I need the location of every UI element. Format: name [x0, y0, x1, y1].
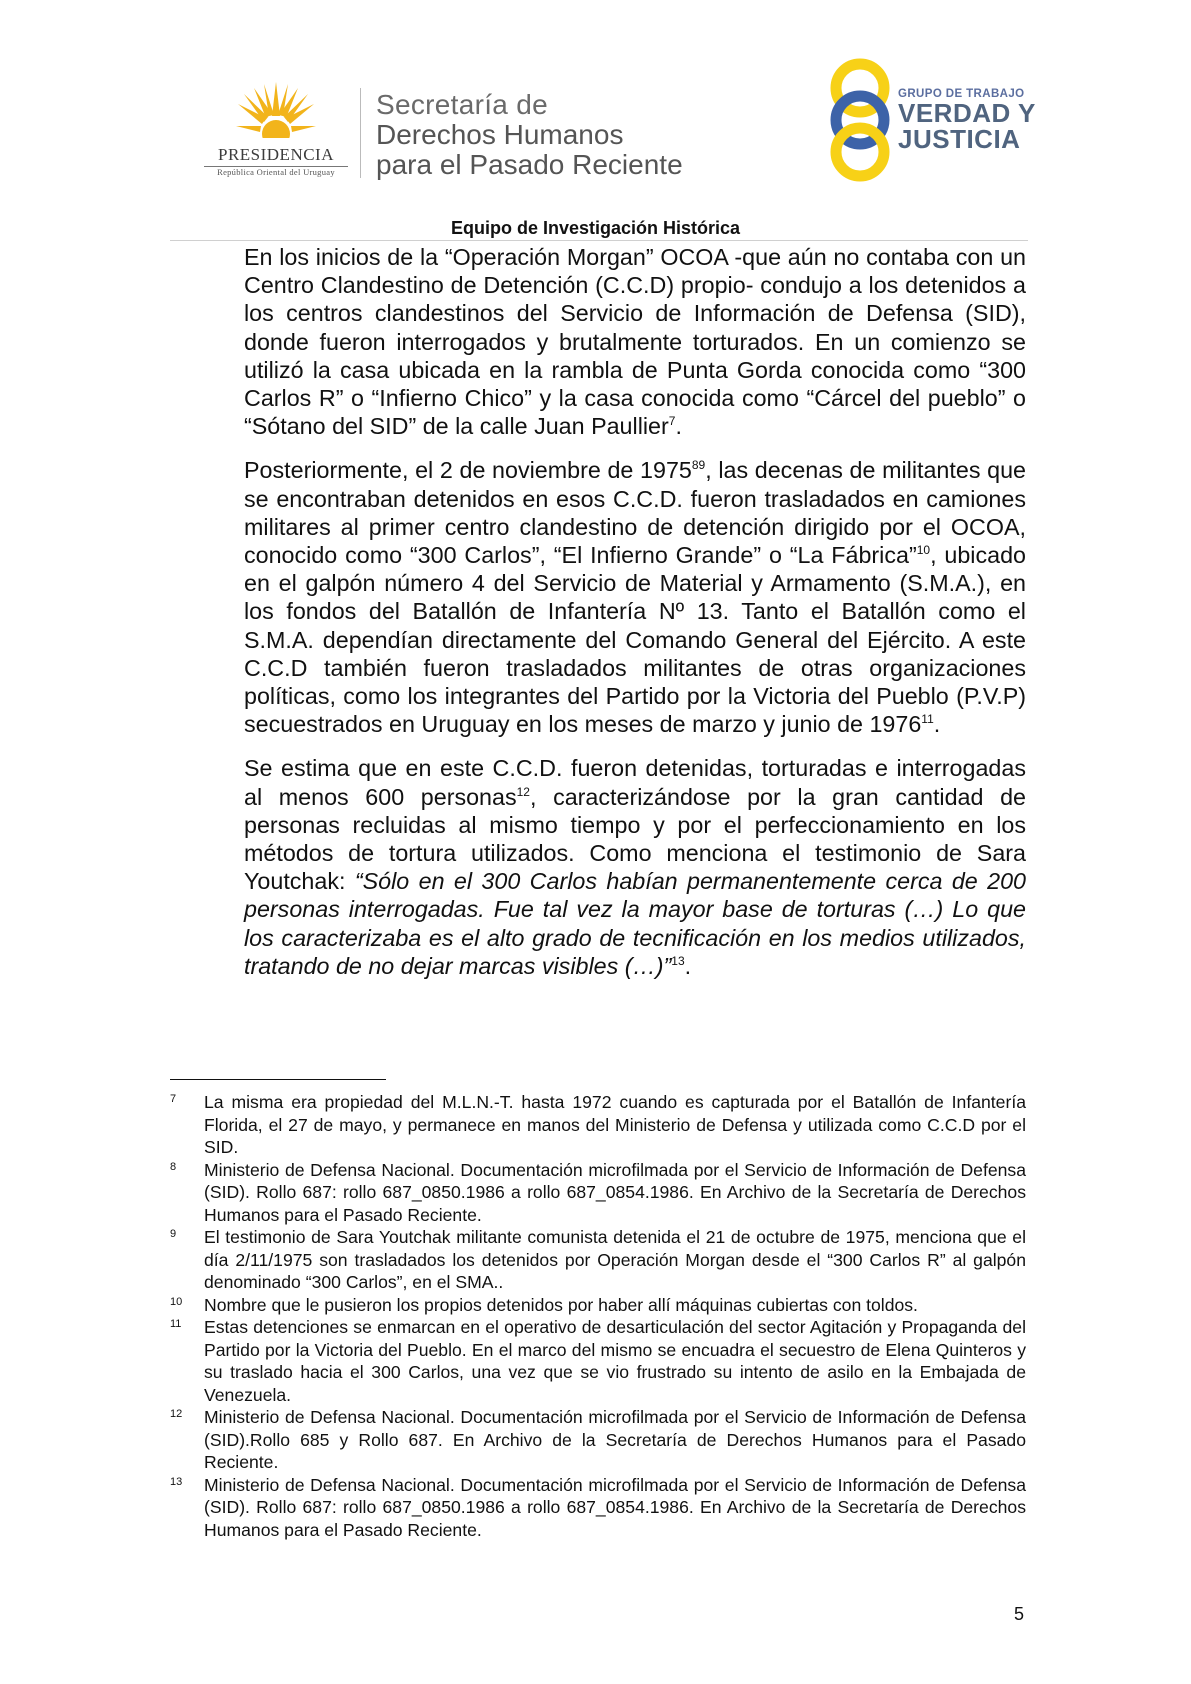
punctuation: . — [684, 952, 692, 979]
secretaria-line-2: Derechos Humanos — [376, 119, 624, 150]
presidencia-subtitle: República Oriental del Uruguay — [217, 167, 335, 177]
footnote-text: El testimonio de Sara Youtchak militante comunista detenida el 21 de octubre de 1975, menciona que el día 2/11/1975 son trasladados los detenidos por Operación Morgan desde el “300 Carlos R” al galpón denominado “300 Carlos”, en el SMA.. — [204, 1227, 1026, 1292]
footnote-number: 8 — [170, 1160, 177, 1173]
footnote-ref: 12 — [516, 784, 530, 799]
footnote-ref: 89 — [691, 458, 706, 473]
page-header — [0, 0, 1191, 250]
team-title: Equipo de Investigación Histórica — [450, 218, 741, 238]
paragraph-3-text-b: , caracterizándose por la gran cantidad de personas recluidas al mismo tiempo y por el perfeccionamiento en los métodos de tortura utilizados. Como menciona el testimonio de Sara Youtchak: — [244, 783, 1026, 895]
main-content — [244, 243, 1026, 996]
footnote — [170, 1159, 1026, 1227]
footnote-number: 7 — [170, 1093, 177, 1105]
footnote-text: Ministerio de Defensa Nacional. Documentación microfilmada por el Servicio de Información de Defensa (SID). Rollo 687: rollo 687_0850.1986 a rollo 687_0854.1986. En Archivo de la Secretaría de Derechos Humanos para el Pasado Reciente. — [204, 1159, 1026, 1225]
page-number: 5 — [1014, 1604, 1025, 1624]
footnote — [170, 1316, 1026, 1406]
paragraph-2 — [244, 456, 1026, 738]
footnote — [170, 1474, 1026, 1542]
footnote-ref: 10 — [916, 543, 931, 558]
secretaria-line-1: Secretaría de — [376, 89, 548, 120]
footnote-text: La misma era propiedad del M.L.N.-T. hasta 1972 cuando es capturada por el Batallón de Infantería Florida, el 27 de mayo, y permanece en manos del Ministerio de Defensa y utilizada como C.C.D por el SID. — [204, 1092, 1026, 1157]
footnotes — [170, 1091, 1026, 1541]
footnote-number: 11 — [170, 1318, 182, 1330]
paragraph-3 — [244, 754, 1026, 980]
footnote — [170, 1406, 1026, 1474]
paragraph-2-text-c: , ubicado en el galpón número 4 del Servicio de Material y Armamento (S.M.A.), en los fondos del Batallón de Infantería Nº 13. Tanto el Batallón como el S.M.A. dependían directamente del Comando General del Ejército. A este C.C.D también fueron trasladados militantes de otras organizaciones políticas, como los integrantes del Partido por la Victoria del Pueblo (P.V.P) secuestrados en Uruguay en los meses de marzo y junio de 1976 — [244, 542, 1026, 738]
footnote-ref: 11 — [921, 712, 934, 727]
vj-small-label: GRUPO DE TRABAJO — [898, 88, 1025, 100]
footnote-number: 13 — [170, 1475, 183, 1488]
footnote-separator — [170, 1079, 386, 1080]
presidencia-name: PRESIDENCIA — [217, 145, 334, 164]
footnote — [170, 1294, 1026, 1317]
footnote-ref: 13 — [671, 954, 685, 969]
footnote-number: 9 — [170, 1228, 177, 1240]
vj-line-2: JUSTICIA — [898, 124, 1021, 154]
verdad-justicia-text — [898, 88, 1036, 152]
secretaria-line-3: para el Pasado Reciente — [376, 149, 683, 180]
presidencia-logo — [196, 82, 356, 182]
footnote-text: Nombre que le pusieron los propios detenidos por haber allí máquinas cubiertas con toldos. — [204, 1294, 918, 1315]
secretaria-logo-text — [376, 90, 683, 180]
paragraph-1-text: En los inicios de la “Operación Morgan” OCOA -que aún no contaba con un Centro Clandestino de Detención (C.C.D) propio- condujo a los detenidos a los centros clandestinos del Servicio de Información de Defensa (SID), donde fueron interrogados y brutalmente torturados. En un comienzo se utilizó la casa ubicada en la rambla de Punta Gorda conocida como “300 Carlos R” o “Infierno Chico” y la casa conocida como “Cárcel del pueblo” o “Sótano del SID” de la calle Juan Paullier — [244, 244, 1026, 440]
header-rule — [170, 240, 1028, 241]
footnote-text: Ministerio de Defensa Nacional. Documentación microfilmada por el Servicio de Información de Defensa (SID). Rollo 687: rollo 687_0850.1986 a rollo 687_0854.1986. En Archivo de la Secretaría de Derechos Humanos para el Pasado Reciente. — [204, 1474, 1026, 1540]
footnote — [170, 1226, 1026, 1294]
punctuation: . — [933, 711, 941, 738]
footnote — [170, 1091, 1026, 1159]
punctuation: . — [675, 413, 682, 440]
paragraph-1 — [244, 243, 1026, 440]
testimony-quote: “Sólo en el 300 Carlos habían permanentemente cerca de 200 personas interrogadas. Fue tal vez la mayor base de torturas (…) Lo que los caracterizaba es el alto grado de tecnificación en los medios utilizados, tratando de no dejar marcas visibles (…)” — [244, 868, 1026, 979]
footnote-text: Ministerio de Defensa Nacional. Documentación microfilmada por el Servicio de Información de Defensa (SID).Rollo 685 y Rollo 687. En Archivo de la Secretaría de Derechos Humanos para el Pasado Reciente. — [204, 1407, 1026, 1472]
sun-icon — [236, 82, 316, 142]
vj-line-1: VERDAD Y — [898, 98, 1036, 128]
footnote-ref: 7 — [668, 414, 676, 429]
footnote-number: 12 — [170, 1408, 183, 1420]
paragraph-3-text-a: Se estima que en este C.C.D. fueron detenidas, torturadas e interrogadas al menos 600 personas — [244, 755, 1026, 810]
footnote-text: Estas detenciones se enmarcan en el operativo de desarticulación del sector Agitación y Propaganda del Partido por la Victoria del Pueblo. En el marco del mismo se encuadra el secuestro de Elena Quinteros y su traslado hacia el 300 Carlos, una vez que se vio frustrado su intento de asilo en la Embajada de Venezuela. — [204, 1317, 1026, 1405]
footnote-number: 10 — [170, 1295, 183, 1308]
header-divider — [360, 88, 361, 178]
paragraph-2-text-b: , las decenas de militantes que se encontraban detenidos en esos C.C.D. fueron trasladados en camiones militares al primer centro clandestino de detención dirigido por el OCOA, conocido como “300 Carlos”, “El Infierno Grande” o “La Fábrica” — [244, 457, 1026, 569]
paragraph-2-text-a: Posteriormente, el 2 de noviembre de 1975 — [244, 457, 692, 484]
